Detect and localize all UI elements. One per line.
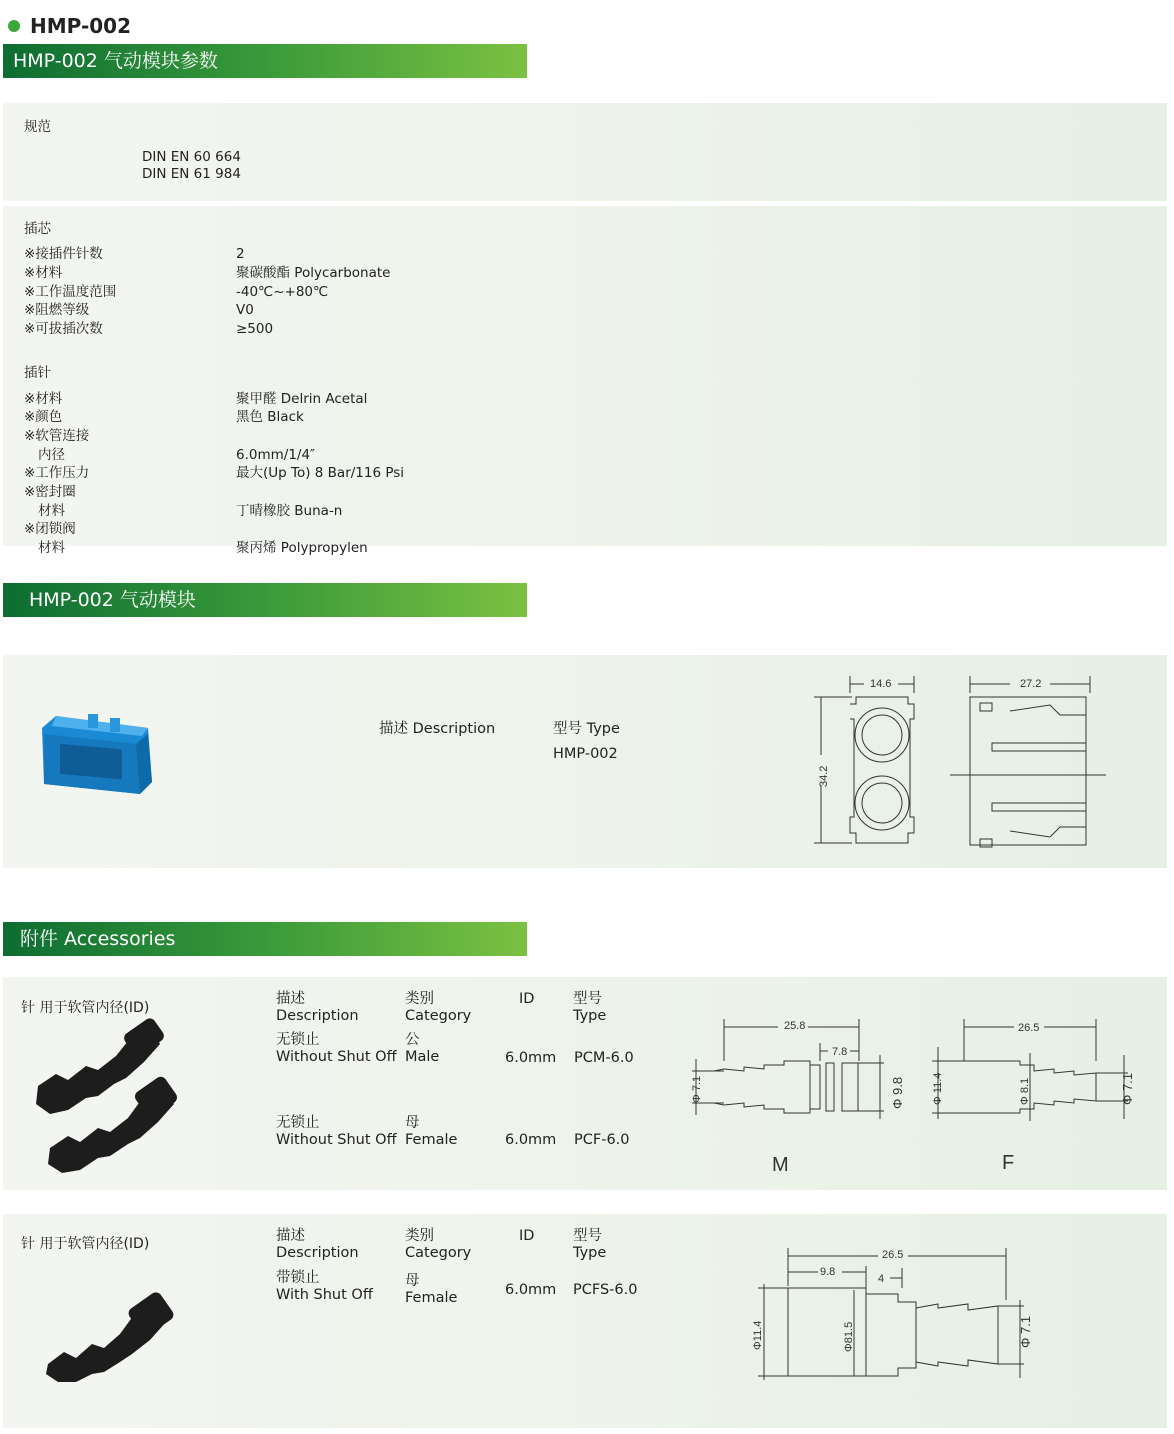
acc1-row-desc-cn: 无锁止 xyxy=(276,1115,320,1131)
acc1-header-cat-cn: 类别 xyxy=(405,991,434,1007)
insert-value: 2 xyxy=(236,246,245,262)
spec-label: 规范 xyxy=(24,119,51,135)
pin-key: 内径 xyxy=(38,447,65,463)
acc1-header-cat-en: Category xyxy=(405,1008,472,1024)
acc2-header-type-en: Type xyxy=(573,1245,607,1261)
insert-key: ※阻燃等级 xyxy=(24,302,90,318)
pin-key: ※软管连接 xyxy=(24,428,90,444)
acc1-photo xyxy=(28,1018,178,1173)
acc2-dim-b: 4 xyxy=(878,1273,885,1285)
module-side-drawing xyxy=(950,675,1110,860)
acc1-header-id: ID xyxy=(519,991,535,1007)
module-dim-depth: 27.2 xyxy=(1020,678,1042,690)
pin-key: ※材料 xyxy=(24,391,63,407)
acc1-f-label: F xyxy=(1002,1152,1015,1174)
acc1-row-desc-en: Without Shut Off xyxy=(276,1049,397,1065)
acc1-m-dim-part: 7.8 xyxy=(832,1046,848,1058)
pin-key: ※工作压力 xyxy=(24,465,90,481)
pin-value: 6.0mm/1/4″ xyxy=(236,447,316,463)
spec-line: DIN EN 61 984 xyxy=(142,166,241,182)
pin-value: 聚丙烯 Polypropylen xyxy=(236,540,368,556)
acc2-drawing xyxy=(748,1244,1038,1394)
pin-key: ※闭锁阀 xyxy=(24,521,76,537)
acc1-m-label: M xyxy=(772,1154,789,1176)
acc2-label: 针 用于软管内径(ID) xyxy=(21,1236,150,1252)
acc1-m-dim-d1: Φ 7.1 xyxy=(691,1075,703,1103)
spec-line: DIN EN 60 664 xyxy=(142,149,241,165)
module-dim-height: 34.2 xyxy=(818,765,830,787)
pin-value: 聚甲醛 Delrin Acetal xyxy=(236,391,368,407)
insert-label: 插芯 xyxy=(24,221,51,237)
insert-key: ※接插件针数 xyxy=(24,246,103,262)
acc2-row-desc-cn: 带锁止 xyxy=(276,1270,320,1286)
acc2-dim-total: 26.5 xyxy=(882,1249,904,1261)
acc1-row-cat-cn: 母 xyxy=(405,1115,420,1131)
acc1-row-desc-en: Without Shut Off xyxy=(276,1132,397,1148)
module-header: HMP-002 气动模块 xyxy=(3,583,527,617)
acc2-header-id: ID xyxy=(519,1228,535,1244)
title-bullet-icon xyxy=(8,20,20,32)
acc2-row-id: 6.0mm xyxy=(505,1282,557,1298)
acc2-dim-d2: Φ81.5 xyxy=(843,1321,855,1352)
accessories-header: 附件 Accessories xyxy=(3,922,527,956)
acc2-header-desc-cn: 描述 xyxy=(276,1228,305,1244)
acc2-row-cat-en: Female xyxy=(405,1290,458,1306)
pin-key: ※颜色 xyxy=(24,409,63,425)
pin-value: 黑色 Black xyxy=(236,409,304,425)
acc2-row-cat-cn: 母 xyxy=(405,1273,420,1289)
acc2-dim-d1: Φ11.4 xyxy=(752,1320,764,1350)
acc1-header-type-cn: 型号 xyxy=(573,991,602,1007)
module-front-drawing xyxy=(812,675,922,860)
acc1-row-type: PCF-6.0 xyxy=(574,1132,630,1148)
acc2-header-type-cn: 型号 xyxy=(573,1228,602,1244)
acc1-male-drawing xyxy=(684,1015,914,1180)
acc1-female-drawing xyxy=(924,1015,1142,1180)
pin-key: ※密封圈 xyxy=(24,484,76,500)
insert-value: V0 xyxy=(236,302,254,318)
acc1-label: 针 用于软管内径(ID) xyxy=(21,1000,150,1016)
page-title: HMP-002 xyxy=(30,14,131,38)
acc2-row-type: PCFS-6.0 xyxy=(573,1282,638,1298)
pin-label: 插针 xyxy=(24,365,51,381)
acc1-row-id: 6.0mm xyxy=(505,1050,557,1066)
acc2-dim-d3: Φ 7.1 xyxy=(1018,1315,1033,1348)
acc1-f-dim-d3: Φ 7.1 xyxy=(1120,1072,1135,1105)
acc1-f-dim-d1: Φ 11.4 xyxy=(932,1072,944,1105)
params-header: HMP-002 气动模块参数 xyxy=(3,44,527,78)
acc1-f-dim-total: 26.5 xyxy=(1018,1022,1040,1034)
pin-value: 最大(Up To) 8 Bar/116 Psi xyxy=(236,465,405,481)
material-panel xyxy=(3,206,1167,546)
acc1-f-dim-d2: Φ 8.1 xyxy=(1019,1077,1031,1105)
acc1-row-id: 6.0mm xyxy=(505,1132,557,1148)
acc2-header-cat-en: Category xyxy=(405,1245,472,1261)
acc1-row-cat-en: Male xyxy=(405,1049,440,1065)
insert-value: 聚碳酸酯 Polycarbonate xyxy=(236,265,391,281)
acc2-photo xyxy=(42,1282,172,1382)
acc1-header-desc-cn: 描述 xyxy=(276,991,305,1007)
acc2-dim-a: 9.8 xyxy=(820,1266,836,1278)
acc1-row-cat-en: Female xyxy=(405,1132,458,1148)
acc1-row-cat-cn: 公 xyxy=(405,1032,420,1048)
acc1-header-type-en: Type xyxy=(573,1008,607,1024)
module-type-value: HMP-002 xyxy=(553,746,618,762)
acc1-header-desc-en: Description xyxy=(276,1008,359,1024)
pin-key: 材料 xyxy=(38,503,65,519)
insert-key: ※材料 xyxy=(24,265,63,281)
pin-key: 材料 xyxy=(38,540,65,556)
insert-value: ≥500 xyxy=(236,321,274,337)
module-dim-width: 14.6 xyxy=(870,678,892,690)
acc2-header-desc-en: Description xyxy=(276,1245,359,1261)
pin-value: 丁晴橡胶 Buna-n xyxy=(236,503,343,519)
acc1-row-type: PCM-6.0 xyxy=(574,1050,634,1066)
acc2-row-desc-en: With Shut Off xyxy=(276,1287,373,1303)
insert-key: ※可拔插次数 xyxy=(24,321,103,337)
acc2-header-cat-cn: 类别 xyxy=(405,1228,434,1244)
module-type-label: 型号 Type xyxy=(553,721,620,737)
acc1-m-dim-d2: Φ 9.8 xyxy=(890,1076,905,1109)
module-desc-label: 描述 Description xyxy=(379,721,496,737)
insert-key: ※工作温度范围 xyxy=(24,284,117,300)
module-photo xyxy=(38,712,158,794)
insert-value: -40℃~+80℃ xyxy=(236,284,329,300)
acc1-row-desc-cn: 无锁止 xyxy=(276,1032,320,1048)
acc1-m-dim-total: 25.8 xyxy=(784,1020,806,1032)
